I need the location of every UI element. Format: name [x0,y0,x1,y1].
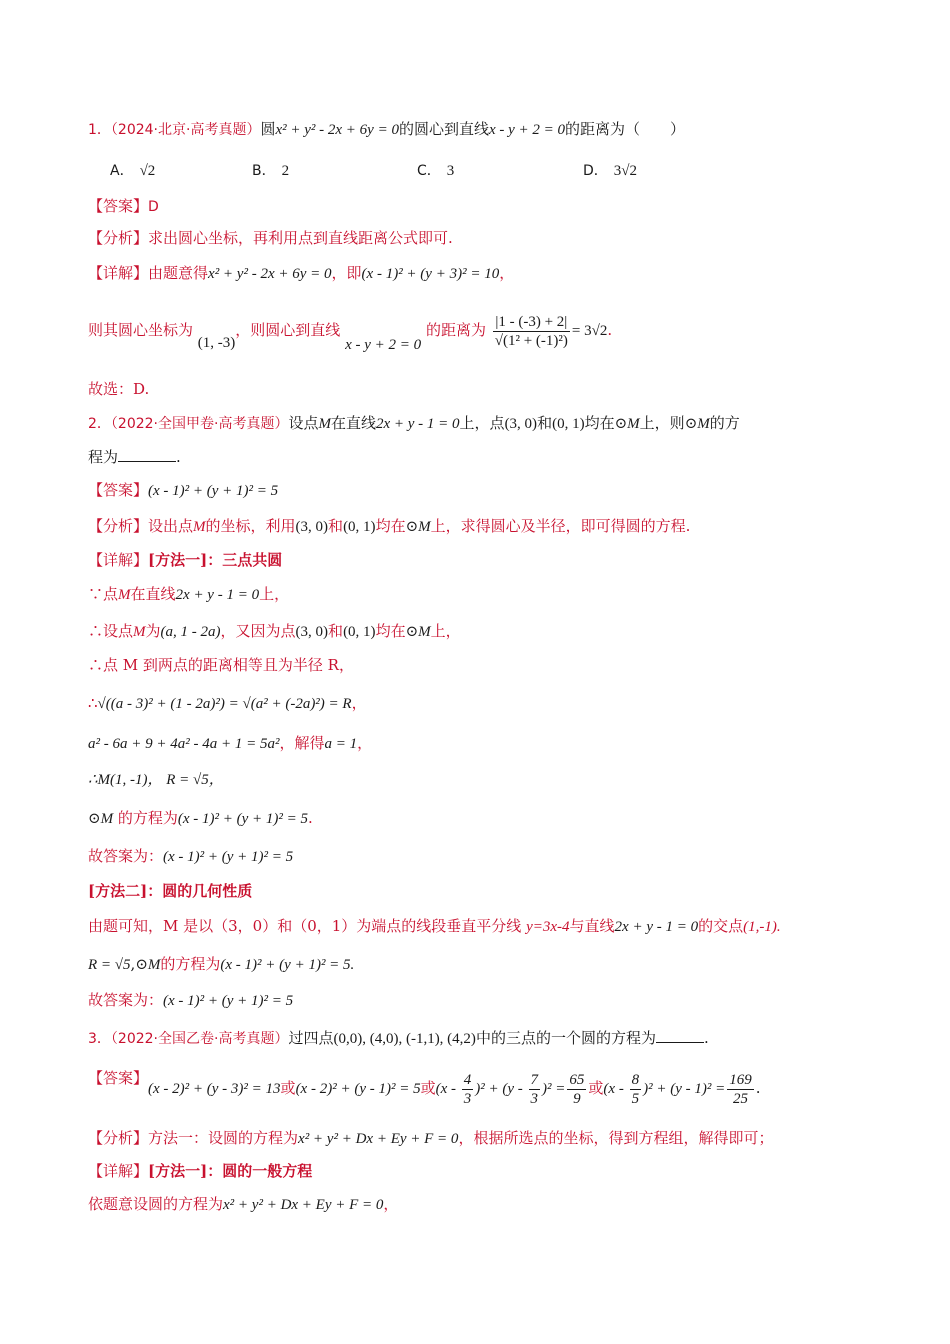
q3-detail-header [88,1160,312,1182]
q2-analysis [88,515,690,538]
q3-source: （2022·全国乙卷·高考真题） [110,1031,289,1047]
step-eq: √((a - 3)² + (1 - 2a)²) = √(a² + (-2a)²) = R [97,696,352,712]
distance-text-d: . [607,321,613,339]
a3-y-frac [529,1071,541,1108]
stem-text-g: 程为 [88,448,119,466]
a3-x-frac [462,1071,474,1108]
answer-value: (x - 1)² + (y + 1)² = 5 [148,483,279,499]
step-text-e: 上， [430,622,461,640]
analysis-text: 求出圆心坐标，再利用点到直线距离公式即可. [148,229,453,247]
points-list: (0,0), (4,0), (-1,1), (4,2) [333,1031,476,1047]
q2-method2-radius [88,953,354,976]
detail-text: 由题意得 [148,264,209,282]
q1-option-d [583,160,637,180]
analysis-text: 设出点 [148,517,194,535]
q1-source: （2024·北京·高考真题） [110,122,261,138]
fraction-denominator: √(1² + (-1)²) [494,332,568,349]
q1-option-a [110,160,155,180]
analysis-tag: 【分析】 [88,229,149,247]
q1-option-c [417,160,454,180]
line-eq: x - y + 2 = 0 [345,337,422,353]
option-value: √2 [139,163,156,179]
option-label: C． [417,163,441,179]
point-2: (0, 1) [343,519,376,535]
stem-text-b: 在直线 [330,414,376,432]
step-and: 和 [328,622,344,640]
frac-num: 4 [463,1072,472,1089]
q2-stem [88,412,740,435]
circle-m: ⊙M [88,811,114,827]
option-label: A． [110,163,134,179]
frac-den: 3 [463,1091,472,1108]
frac-den: 25 [732,1091,748,1108]
q1-analysis [88,227,453,249]
step-text: ∵点 [88,585,119,603]
answer-3 [435,1072,589,1108]
a3-r-frac [567,1071,586,1108]
a4-x-frac [630,1071,642,1108]
option-value: 3√2 [613,163,638,179]
answer-blank [656,1028,704,1043]
analysis-text-d: 上，求得圆心及半径，即可得圆的方程. [430,517,691,535]
step-eq: a² - 6a + 9 + 4a² - 4a + 1 = 5a² [88,736,280,752]
stem-text: 设点 [288,414,319,432]
step-text-b: ， [357,734,373,752]
point-m: M [193,519,206,535]
step-text-b: 在直线 [130,585,176,603]
method2-text-b: 与直线 [569,917,615,935]
detail-text-b: ， [383,1195,399,1213]
final-text: 故答案为： [88,991,164,1009]
intersection-point: (1,-1). [743,919,781,935]
q2-source: （2022·全国甲卷·高考真题） [110,416,289,432]
detail-tag: 【详解】 [88,1162,149,1180]
analysis-tag: 【分析】 [88,1129,149,1147]
q2-step-6 [88,768,224,791]
step-text: 故答案为： [88,847,164,865]
stem-text-b: 中的三点的一个圆的方程为 [475,1029,656,1047]
answer-tag: 【答案】 [88,1069,149,1087]
detail-tag: 【详解】 [88,551,149,569]
a4-r-frac [727,1071,754,1108]
q1-stem [88,118,685,141]
step-text: ∴设点 [88,622,134,640]
step-eq: ∴M(1, -1)， R = √5， [88,772,224,788]
q1-distance-line [88,308,612,353]
circle-center: (1, -3) [197,335,236,351]
step-text: ，解得 [279,734,325,752]
answer-tag: 【答案】 [88,481,149,499]
step-text-d: 均在 [375,622,406,640]
q2-step-3: ∴点 M 到两点的距离相等且为半径 R， [88,656,354,674]
frac-num: 8 [631,1072,640,1089]
point-m-coords: (a, 1 - 2a) [160,624,221,640]
step-text-b: ， [351,694,367,712]
circle-m: ⊙M [135,957,161,973]
q3-answer [88,1066,761,1111]
method-title: [方法一]：圆的一般方程 [148,1162,313,1180]
option-value: 3 [446,163,455,179]
general-eq: x² + y² + Dx + Ey + F = 0 [223,1197,384,1213]
q2-method2-final [88,989,293,1012]
distance-result: = 3√2 [571,323,608,339]
answer-or-3: 或 [588,1079,604,1097]
q1-answer [88,195,159,218]
point-m: M [118,587,131,603]
separator: , [130,955,136,973]
step-result: a = 1 [324,736,358,752]
distance-text-c: 的距离为 [425,321,486,339]
answer-blank [118,447,176,462]
distance-fraction [493,313,570,350]
analysis-tag: 【分析】 [88,517,149,535]
circle-m-2: ⊙M [684,416,710,432]
detail-eq-2: (x - 1)² + (y + 3)² = 10 [361,266,500,282]
circle-m: ⊙M [614,416,640,432]
answer-4 [603,1072,755,1108]
analysis-text-b: ，根据所选点的坐标，得到方程组，解得即可； [458,1129,774,1147]
answer-tag: 【答案】 [88,197,149,215]
q2-step-8 [88,845,293,868]
q2-answer [88,479,278,502]
q2-step-4 [88,692,367,715]
answer-or-2: 或 [420,1079,436,1097]
step-text: 的方程为 [117,809,178,827]
frac-den: 9 [573,1091,581,1108]
q3-last-line [88,1193,398,1216]
a3-part-c: )² = [542,1081,566,1097]
q2-detail-header [88,549,282,571]
method2-text: 的方程为 [160,955,221,973]
a4-part: (x - [603,1081,628,1097]
q1-detail [88,262,514,285]
circle-m: ⊙M [405,519,431,535]
detail-text-b: ，即 [331,264,362,282]
distance-text-b: ，则圆心到直线 [235,321,341,339]
analysis-text-c: 均在 [375,517,406,535]
point-2: (0, 1) [552,416,585,432]
line-eq: 2x + y - 1 = 0 [614,919,699,935]
q2-step-7 [88,807,313,830]
answer-or: 或 [280,1079,296,1097]
frac-den: 3 [530,1091,539,1108]
stem-text-f: 的方 [709,414,740,432]
line-eq: 2x + y - 1 = 0 [375,416,460,432]
step-text-b: 为 [145,622,161,640]
step-eq: (x - 1)² + (y + 1)² = 5 [163,849,294,865]
stem-text-h: . [176,448,181,466]
point-m: M [318,416,331,432]
q2-step-5 [88,732,372,755]
q1-eq-circle: x² + y² - 2x + 6y = 0 [275,122,399,138]
point-2: (0, 1) [343,624,376,640]
step-text-b: . [308,809,313,827]
stem-and: 和 [537,414,553,432]
frac-num: 169 [729,1072,752,1089]
option-label: B． [252,163,276,179]
q1-number: 1． [88,122,111,138]
a3-part: (x - [435,1081,460,1097]
q1-choose: 故选：D. [88,380,150,398]
q2-method2-body [88,915,781,938]
distance-text: 则其圆心坐标为 [88,321,194,339]
point-m: M [133,624,146,640]
q3-analysis [88,1127,773,1150]
detail-text-c: ， [499,264,515,282]
frac-num: 65 [569,1072,585,1089]
q1-stem-text: 圆 [260,120,276,138]
q3-number: 3． [88,1031,111,1047]
stem-text-c: . [703,1029,709,1047]
q1-option-b [252,160,289,180]
fraction-numerator: |1 - (-3) + 2| [493,313,570,332]
detail-eq: x² + y² - 2x + 6y = 0 [208,266,332,282]
final-eq: (x - 1)² + (y + 1)² = 5 [163,993,294,1009]
q2-method2-title: [方法二]：圆的几何性质 [88,882,253,900]
detail-tag: 【详解】 [88,264,149,282]
answer-2: (x - 2)² + (y - 1)² = 5 [295,1081,421,1097]
q2-step-1 [88,583,289,606]
frac-den: 5 [631,1091,640,1108]
bisector-eq: y=3x-4 [526,919,570,935]
step-text: ∴ [88,694,98,712]
circle-eq: (x - 1)² + (y + 1)² = 5. [220,957,355,973]
q1-stem-text-b: 的圆心到直线 [398,120,489,138]
option-label: D． [583,163,608,179]
method2-text: 由题可知，M 是以（3，0）和（0，1）为端点的线段垂直平分线 [88,917,522,935]
stem-text-e: 上，则 [639,414,685,432]
method-title: [方法一]：三点共圆 [148,551,283,569]
step-text-c: ，又因为点 [220,622,296,640]
q2-number: 2． [88,416,111,432]
a4-part-b: )² + (y - 1)² = [643,1081,726,1097]
line-eq: 2x + y - 1 = 0 [175,587,260,603]
a3-part-b: )² + (y - [475,1081,527,1097]
q1-stem-text-c: 的距离为（ ） [565,120,686,138]
step-eq: (x - 1)² + (y + 1)² = 5 [177,811,309,827]
answer-end: . [755,1079,761,1097]
frac-num: 7 [530,1072,539,1089]
method2-text-c: 的交点 [698,917,744,935]
q3-stem [88,1027,709,1050]
stem-text: 过四点 [288,1029,334,1047]
q2-stem-cont [88,446,181,468]
q2-step-2 [88,620,461,643]
point-1: (3, 0) [295,519,329,535]
analysis-and: 和 [328,517,344,535]
radius-eq: R = √5 [88,957,131,973]
q1-eq-line: x - y + 2 = 0 [488,122,566,138]
general-eq: x² + y² + Dx + Ey + F = 0 [298,1131,459,1147]
point-1: (3, 0) [295,624,329,640]
analysis-text: 方法一：设圆的方程为 [148,1129,299,1147]
analysis-text-b: 的坐标，利用 [205,517,296,535]
answer-1: (x - 2)² + (y - 3)² = 13 [148,1081,281,1097]
detail-text: 依题意设圆的方程为 [88,1195,224,1213]
option-value: 2 [281,163,290,179]
point-1: (3, 0) [504,416,538,432]
circle-m: ⊙M [405,624,431,640]
answer-value: D [148,199,159,215]
stem-text-d: 均在 [584,414,615,432]
stem-text-c: 上，点 [459,414,505,432]
step-text-c: 上， [259,585,290,603]
